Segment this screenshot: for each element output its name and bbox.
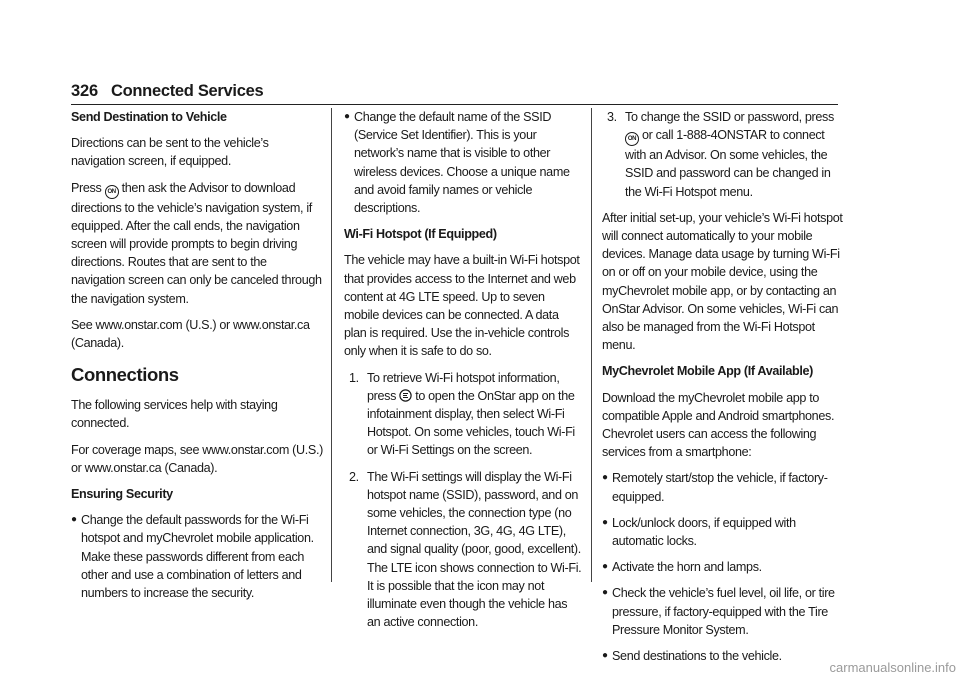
list-item: 3. To change the SSID or password, press ON or call 1-888-4ONSTAR to connect with an Advisor. On some vehicles, the SSID and password can be changed in the Wi-Fi Hotspot menu. (607, 110, 834, 199)
list-item: ● Send destinations to the vehicle. (602, 647, 846, 665)
list-item: ● Change the default passwords for the Wi-Fi hotspot and myChevrolet mobile application. Make these passwords different from each other and use a combination of letters and numbers to increase the security. (71, 513, 314, 601)
bullet-icon: ● (602, 472, 608, 484)
onstar-button-icon: ON (105, 185, 119, 199)
bullet-icon: ● (602, 587, 608, 599)
paragraph: Directions can be sent to the vehicle’s navigation screen, if equipped. (71, 136, 269, 169)
list-item: ● Remotely start/stop the vehicle, if factory-equipped. (602, 471, 828, 504)
paragraph: For coverage maps, see www.onstar.com (U.S.) or www.onstar.ca (Canada). (71, 442, 323, 475)
column-divider (331, 108, 332, 582)
page-number: 326 (71, 82, 98, 100)
onstar-app-icon (399, 389, 412, 402)
paragraph: After initial set-up, your vehicle’s Wi-Fi hotspot will connect automatically to your mobile devices. Manage data usage by turning Wi-Fi on or off on your mobile device, using the myChevrolet mobile app, or by contacting an OnStar Advisor. On some vehicles, Wi-Fi can also be managed from the Wi-Fi Hotspot menu. (602, 210, 843, 353)
watermark: carmanualsonline.info (829, 660, 956, 675)
list-item: ● Check the vehicle’s fuel level, oil life, or tire pressure, if factory-equipped with the Tire Pressure Monitor System. (602, 586, 835, 637)
heading-wifi-hotspot: Wi-Fi Hotspot (If Equipped) (344, 227, 497, 242)
heading-ensuring-security: Ensuring Security (71, 487, 173, 502)
heading-connections: Connections (71, 364, 179, 386)
list-item: 2. The Wi-Fi settings will display the Wi-Fi hotspot name (SSID), password, and on some vehicles, the connection type (no Internet connection, 3G, 4G, 4G LTE), and signal quality (poor, good, excellent). The LTE icon shows connection to Wi-Fi. It is possible that the icon may not illuminate even though the vehicle has an active connection. (349, 469, 582, 630)
paragraph: The following services help with staying connected. (71, 398, 278, 431)
bullet-icon: ● (344, 111, 350, 122)
bullet-icon: ● (71, 514, 77, 526)
paragraph: Download the myChevrolet mobile app to compatible Apple and Android smartphones. Chevrolet users can access the following services from a smartphone: (602, 390, 835, 460)
column-middle (344, 108, 582, 639)
heading-send-destination: Send Destination to Vehicle (71, 110, 227, 124)
section-title: Connected Services (111, 82, 264, 100)
paragraph: The vehicle may have a built-in Wi-Fi hotspot that provides access to the Internet and web content at 4G LTE speed. Up to seven mobile devices can be connected. A data plan is required. Use the in-vehicle controls only when it is safe to do so. (344, 253, 580, 359)
page-header (71, 82, 838, 105)
column-divider (591, 108, 592, 582)
column-left (71, 108, 323, 610)
list-item: ● Lock/unlock doors, if equipped with automatic locks. (602, 515, 796, 549)
onstar-button-icon: ON (625, 132, 639, 146)
paragraph: See www.onstar.com (U.S.) or www.onstar.ca (Canada). (71, 317, 310, 351)
list-item: ● Activate the horn and lamps. (602, 558, 846, 576)
bullet-icon: ● (602, 516, 608, 528)
list-item: ● Change the default name of the SSID (Service Set Identifier). This is your network’s name that is visible to other wireless devices. Choose a unique name and avoid family names or vehicle descriptions. (344, 110, 570, 216)
bullet-icon: ● (602, 650, 608, 662)
paragraph: Press ON then ask the Advisor to download directions to the vehicle’s navigation system, if equipped. After the call ends, the navigation screen will provide prompts to begin driving directions. Routes that are sent to the navigation screen can only be canceled through the navigation system. (71, 180, 322, 306)
list-item: 1. To retrieve Wi-Fi hotspot information, press to open the OnStar app on the infotainment display, then select Wi-Fi Hotspot. On some vehicles, touch Wi-Fi or Wi-Fi Settings on the screen. (349, 370, 575, 458)
heading-mychevrolet-app: MyChevrolet Mobile App (If Available) (602, 364, 813, 379)
bullet-icon: ● (602, 561, 608, 573)
column-right (602, 108, 846, 673)
